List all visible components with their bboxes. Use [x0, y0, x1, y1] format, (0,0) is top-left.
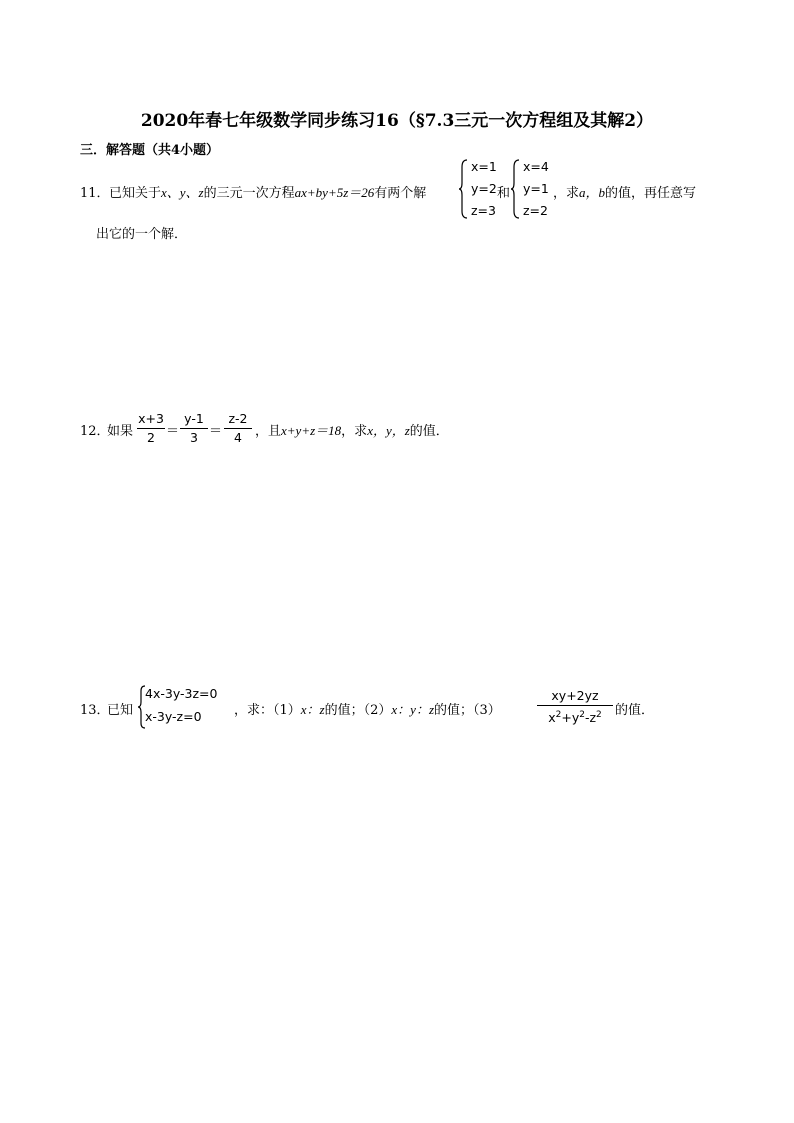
- sol1-z: z=3: [471, 203, 496, 218]
- ratio-2: x：y：z: [391, 702, 435, 717]
- question-text: [234, 699, 501, 718]
- sol2-z: z=2: [523, 203, 548, 218]
- sol2-y: y=1: [523, 181, 549, 196]
- sol2-x: x=4: [523, 159, 549, 174]
- exponent: 2: [596, 710, 602, 720]
- text-b: 的三元一次方程: [203, 186, 295, 201]
- text-e: 的值．: [615, 703, 655, 718]
- ab-vars: a，b: [579, 185, 606, 200]
- fraction-bar: [224, 428, 252, 429]
- equation: ax+by+5z＝26: [294, 185, 375, 200]
- fraction-denominator: 4: [234, 430, 242, 445]
- den-z: -z: [584, 710, 597, 726]
- text-a: 已知: [107, 703, 134, 718]
- ratio-1: x：z: [300, 702, 325, 717]
- and-word: 和: [497, 186, 511, 201]
- question-number: 12．: [80, 424, 110, 439]
- fraction-denominator: 2: [147, 430, 155, 445]
- fraction-denominator: 3: [190, 430, 198, 445]
- fraction-bar: [537, 705, 613, 706]
- fraction-bar: [137, 428, 165, 429]
- text-e: 的值，再任意写: [605, 186, 697, 201]
- fraction-bar: [180, 428, 208, 429]
- equation-2: x-3y-z=0: [145, 709, 202, 724]
- equals-sign: ＝: [166, 424, 180, 439]
- text-c: ，求: [341, 424, 368, 439]
- exponent: 2: [579, 710, 585, 720]
- question-line-2: 出它的一个解．: [96, 227, 188, 242]
- fraction-expression: [537, 688, 613, 726]
- fraction-numerator: xy+2yz: [551, 688, 599, 703]
- variables: x，y，z: [367, 423, 410, 438]
- question-text: [109, 182, 426, 201]
- den-y: +y: [561, 710, 580, 726]
- fraction-numerator: x+3: [138, 411, 164, 426]
- exponent: 2: [555, 710, 562, 720]
- text-d: 的值．: [409, 424, 449, 439]
- equals-sign: ＝: [209, 424, 223, 439]
- left-brace-icon: [510, 159, 520, 219]
- den-x: x: [548, 710, 556, 726]
- fraction-3: [224, 411, 252, 446]
- fraction-numerator: z-2: [228, 411, 248, 426]
- fraction-numerator: y-1: [184, 411, 204, 426]
- sol1-y: y=2: [471, 181, 497, 196]
- text-b: ，求：（1）: [234, 703, 301, 718]
- sol1-x: x=1: [471, 159, 497, 174]
- question-number: 11．: [80, 186, 110, 201]
- fraction-denominator: [537, 707, 613, 726]
- text-c: 的值；（2）: [324, 703, 392, 718]
- condition: x+y+z＝18: [281, 423, 342, 438]
- variables: x、y、z: [161, 185, 204, 200]
- text-a: 已知关于: [109, 186, 162, 201]
- fraction-2: [180, 411, 208, 446]
- text-a: 如果: [107, 424, 134, 439]
- section-heading: 三．解答题（共4小题）: [80, 143, 220, 158]
- text-d: ，求: [553, 186, 580, 201]
- equation-1: 4x-3y-3z=0: [145, 686, 218, 701]
- text-c: 有两个解: [374, 186, 427, 201]
- text-d: 的值；（3）: [434, 703, 501, 718]
- question-text: [255, 420, 449, 439]
- fraction-1: [137, 411, 165, 446]
- page-title: 2020年春七年级数学同步练习16（§7.3三元一次方程组及其解2）: [140, 111, 654, 131]
- question-number: 13．: [80, 703, 110, 718]
- text-b: ，且: [255, 424, 282, 439]
- equation-system: [137, 685, 237, 730]
- question-text-tail: [553, 182, 696, 201]
- left-brace-icon: [458, 159, 468, 219]
